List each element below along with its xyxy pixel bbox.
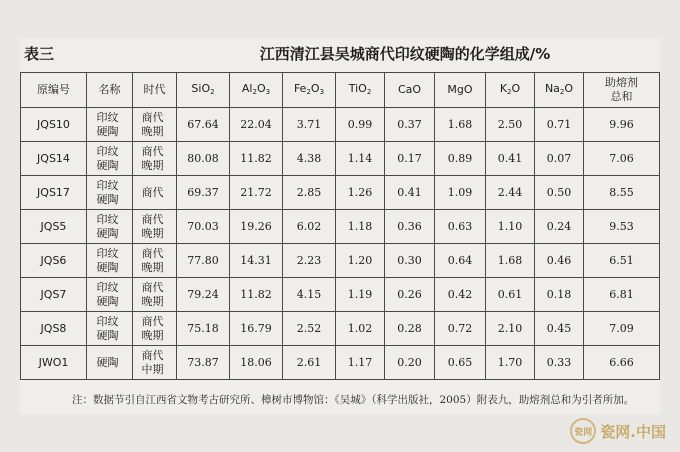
cell-na2o: 0.07	[535, 142, 584, 176]
cell-mgo: 0.89	[435, 142, 486, 176]
cell-k2o: 1.68	[486, 244, 535, 278]
col-header-flux: 助熔剂总和	[584, 73, 660, 108]
cell-tio2: 1.20	[336, 244, 385, 278]
name-text: 印纹硬陶	[96, 144, 119, 172]
cell-cao: 0.26	[385, 278, 435, 312]
period-text: 商代中期	[141, 348, 164, 376]
col-header-al2o3: $Al_2O_3$	[230, 73, 283, 108]
cell-flux: 7.06	[584, 142, 660, 176]
cell-al2o3: 22.04	[230, 108, 283, 142]
cell-sio2: 73.87	[177, 346, 230, 380]
cell-fe2o3: 4.38	[283, 142, 336, 176]
cell-name	[87, 312, 133, 346]
cell-sio2: 67.64	[177, 108, 230, 142]
cell-period	[133, 108, 177, 142]
cell-flux: 7.09	[584, 312, 660, 346]
period-text: 商代晚期	[141, 212, 164, 240]
cell-na2o: 0.24	[535, 210, 584, 244]
cell-na2o: 0.33	[535, 346, 584, 380]
name-text: 印纹硬陶	[96, 246, 119, 274]
cell-name	[87, 210, 133, 244]
cell-k2o: 0.61	[486, 278, 535, 312]
cell-na2o: 0.50	[535, 176, 584, 210]
cell-al2o3: 21.72	[230, 176, 283, 210]
cell-al2o3: 16.79	[230, 312, 283, 346]
cell-al2o3: 14.31	[230, 244, 283, 278]
table-row	[21, 176, 660, 210]
name-text: 硬陶	[96, 355, 119, 369]
cell-al2o3: 11.82	[230, 142, 283, 176]
cell-mgo: 1.09	[435, 176, 486, 210]
cell-flux: 8.55	[584, 176, 660, 210]
cell-k2o: 2.44	[486, 176, 535, 210]
cell-na2o: 0.46	[535, 244, 584, 278]
cell-fe2o3: 4.15	[283, 278, 336, 312]
col-header-name: 名称	[87, 73, 133, 108]
name-text: 印纹硬陶	[96, 178, 119, 206]
cell-tio2: 0.99	[336, 108, 385, 142]
cell-k2o: 0.41	[486, 142, 535, 176]
header-row	[21, 73, 660, 108]
cell-id: JQS5	[21, 210, 87, 244]
cell-tio2: 1.02	[336, 312, 385, 346]
cell-period	[133, 210, 177, 244]
composition-table	[20, 72, 660, 380]
table-row	[21, 210, 660, 244]
col-header-tio2: TiO$_2$	[336, 73, 385, 108]
cell-period	[133, 142, 177, 176]
cell-period	[133, 244, 177, 278]
cell-flux: 6.51	[584, 244, 660, 278]
cell-cao: 0.36	[385, 210, 435, 244]
cell-period	[133, 278, 177, 312]
cell-cao: 0.28	[385, 312, 435, 346]
cell-id: JQS17	[21, 176, 87, 210]
cell-name	[87, 244, 133, 278]
cell-flux: 6.81	[584, 278, 660, 312]
col-header-k2o: $K_2O$	[486, 73, 535, 108]
name-text: 印纹硬陶	[96, 212, 119, 240]
col-header-fe2o3: $Fe_2O_3$	[283, 73, 336, 108]
cell-na2o: 0.71	[535, 108, 584, 142]
cell-id: JQS6	[21, 244, 87, 278]
cell-id: JWO1	[21, 346, 87, 380]
table-header	[20, 40, 660, 68]
cell-tio2: 1.14	[336, 142, 385, 176]
cell-name	[87, 176, 133, 210]
footnote: 注：数据节引自江西省文物考古研究所、樟树市博物馆：《吴城》（科学出版社，2005）附表九，助熔剂总和为引者所加。	[72, 394, 635, 406]
col-header-na2o: $Na_2O$	[535, 73, 584, 108]
cell-flux: 9.96	[584, 108, 660, 142]
name-text: 印纹硬陶	[96, 314, 119, 342]
cell-tio2: 1.17	[336, 346, 385, 380]
period-text: 商代晚期	[141, 280, 164, 308]
table-row	[21, 142, 660, 176]
table-row	[21, 278, 660, 312]
table-row	[21, 108, 660, 142]
cell-id: JQS10	[21, 108, 87, 142]
cell-period	[133, 176, 177, 210]
cell-sio2: 75.18	[177, 312, 230, 346]
cell-sio2: 70.03	[177, 210, 230, 244]
cell-sio2: 77.80	[177, 244, 230, 278]
cell-name	[87, 278, 133, 312]
table-title: 江西清江县吴城商代印纹硬陶的化学组成/%	[259, 45, 551, 63]
cell-k2o: 2.10	[486, 312, 535, 346]
cell-al2o3: 18.06	[230, 346, 283, 380]
cell-al2o3: 11.82	[230, 278, 283, 312]
name-text: 印纹硬陶	[96, 280, 119, 308]
cell-cao: 0.41	[385, 176, 435, 210]
cell-fe2o3: 6.02	[283, 210, 336, 244]
cell-fe2o3: 2.85	[283, 176, 336, 210]
cell-k2o: 1.70	[486, 346, 535, 380]
cell-mgo: 0.65	[435, 346, 486, 380]
cell-k2o: 1.10	[486, 210, 535, 244]
table-row	[21, 244, 660, 278]
cell-id: JQS7	[21, 278, 87, 312]
cell-tio2: 1.19	[336, 278, 385, 312]
table-row	[21, 346, 660, 380]
cell-sio2: 80.08	[177, 142, 230, 176]
period-text: 商代晚期	[141, 246, 164, 274]
col-header-cao: CaO	[385, 73, 435, 108]
cell-id: JQS14	[21, 142, 87, 176]
cell-mgo: 0.42	[435, 278, 486, 312]
cell-period	[133, 312, 177, 346]
cell-cao: 0.20	[385, 346, 435, 380]
col-header-period: 时代	[133, 73, 177, 108]
col-header-id: 原编号	[21, 73, 87, 108]
table-label: 表三	[24, 45, 55, 63]
cell-name	[87, 142, 133, 176]
cell-id: JQS8	[21, 312, 87, 346]
period-text: 商代晚期	[141, 314, 164, 342]
cell-name	[87, 346, 133, 380]
cell-na2o: 0.45	[535, 312, 584, 346]
cell-cao: 0.37	[385, 108, 435, 142]
cell-mgo: 0.72	[435, 312, 486, 346]
table-row	[21, 312, 660, 346]
period-text: 商代	[141, 185, 164, 199]
period-text: 商代晚期	[141, 144, 164, 172]
cell-flux: 9.53	[584, 210, 660, 244]
cell-cao: 0.30	[385, 244, 435, 278]
cell-mgo: 0.64	[435, 244, 486, 278]
name-text: 印纹硬陶	[96, 110, 119, 138]
cell-name	[87, 108, 133, 142]
cell-sio2: 79.24	[177, 278, 230, 312]
cell-fe2o3: 2.52	[283, 312, 336, 346]
cell-na2o: 0.18	[535, 278, 584, 312]
cell-tio2: 1.18	[336, 210, 385, 244]
site-watermark	[570, 418, 666, 444]
watermark-text: 瓷网.中国	[600, 422, 666, 441]
cell-al2o3: 19.26	[230, 210, 283, 244]
cell-tio2: 1.26	[336, 176, 385, 210]
cell-sio2: 69.37	[177, 176, 230, 210]
cell-mgo: 0.63	[435, 210, 486, 244]
col-header-sio2: SiO$_2$	[177, 73, 230, 108]
cell-fe2o3: 3.71	[283, 108, 336, 142]
cell-fe2o3: 2.23	[283, 244, 336, 278]
cell-period	[133, 346, 177, 380]
cell-cao: 0.17	[385, 142, 435, 176]
cell-flux: 6.66	[584, 346, 660, 380]
cell-k2o: 2.50	[486, 108, 535, 142]
cell-mgo: 1.68	[435, 108, 486, 142]
period-text: 商代晚期	[141, 110, 164, 138]
col-header-mgo: MgO	[435, 73, 486, 108]
cell-fe2o3: 2.61	[283, 346, 336, 380]
watermark-logo-icon: 瓷网	[570, 418, 596, 444]
